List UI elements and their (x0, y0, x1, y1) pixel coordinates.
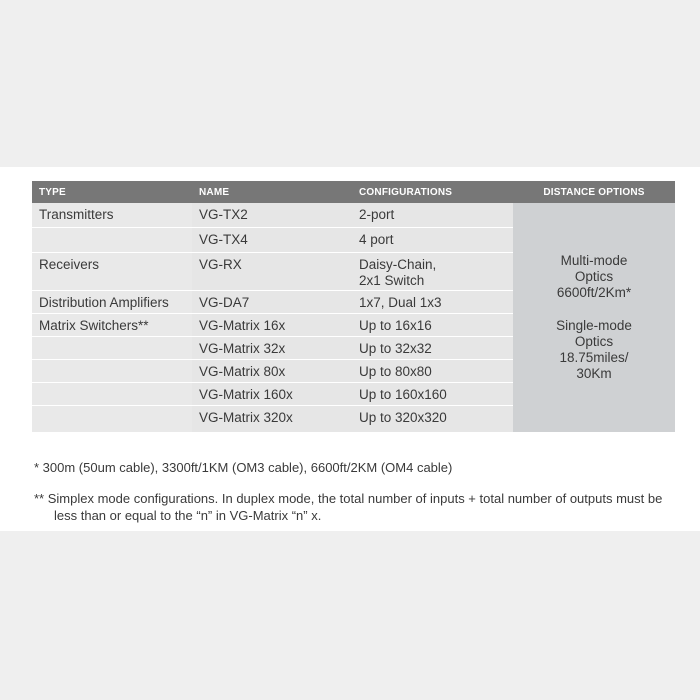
config-cell: Up to 32x32 (352, 337, 513, 360)
multimode-line: Optics (574, 269, 614, 284)
multimode-option (539, 253, 649, 301)
header-distance-options: DISTANCE OPTIONS (513, 181, 675, 203)
config-cell: Up to 160x160 (352, 383, 513, 406)
name-cell: VG-DA7 (192, 291, 352, 314)
name-cell: VG-TX4 (192, 228, 352, 253)
singlemode-line: 18.75miles/ (559, 350, 629, 365)
config-cell (352, 253, 513, 291)
singlemode-line: Optics (574, 334, 614, 349)
singlemode-line: Single-mode (556, 318, 632, 333)
type-cell (32, 228, 192, 253)
config-cell: 4 port (352, 228, 513, 253)
multimode-line: Multi-mode (560, 253, 628, 268)
config-cell: 1x7, Dual 1x3 (352, 291, 513, 314)
config-cell: Up to 80x80 (352, 360, 513, 383)
footnote-cable-distances: * 300m (50um cable), 3300ft/1KM (OM3 cable), 6600ft/2KM (OM4 cable) (34, 460, 453, 475)
name-cell: VG-Matrix 80x (192, 360, 352, 383)
name-cell: VG-RX (192, 253, 352, 291)
config-cell: Up to 16x16 (352, 314, 513, 337)
config-line: Daisy-Chain, (359, 257, 437, 272)
type-cell (32, 383, 192, 406)
name-cell: VG-Matrix 16x (192, 314, 352, 337)
config-cell: 2-port (352, 203, 513, 228)
table-row (32, 203, 675, 228)
table-header-row (32, 181, 675, 203)
singlemode-line: 30Km (576, 366, 612, 381)
type-cell: Receivers (32, 253, 192, 291)
distance-options-cell (513, 203, 675, 433)
footnote-simplex-mode: ** Simplex mode configurations. In duplex mode, the total number of inputs + total number of outputs must be less than or equal to the “n” in VG-Matrix “n” x. (34, 491, 663, 523)
singlemode-option (539, 318, 649, 382)
footnotes (34, 459, 674, 524)
type-cell: Transmitters (32, 203, 192, 228)
name-cell: VG-Matrix 160x (192, 383, 352, 406)
type-cell (32, 406, 192, 433)
name-cell: VG-TX2 (192, 203, 352, 228)
name-cell: VG-Matrix 320x (192, 406, 352, 433)
header-type: TYPE (32, 181, 192, 203)
product-spec-table (32, 181, 675, 433)
multimode-line: 6600ft/2Km* (556, 285, 632, 300)
type-cell: Distribution Amplifiers (32, 291, 192, 314)
config-line: 2x1 Switch (359, 273, 425, 288)
type-cell (32, 360, 192, 383)
type-cell: Matrix Switchers** (32, 314, 192, 337)
header-name: NAME (192, 181, 352, 203)
config-cell: Up to 320x320 (352, 406, 513, 433)
type-cell (32, 337, 192, 360)
name-cell: VG-Matrix 32x (192, 337, 352, 360)
header-configurations: CONFIGURATIONS (352, 181, 513, 203)
